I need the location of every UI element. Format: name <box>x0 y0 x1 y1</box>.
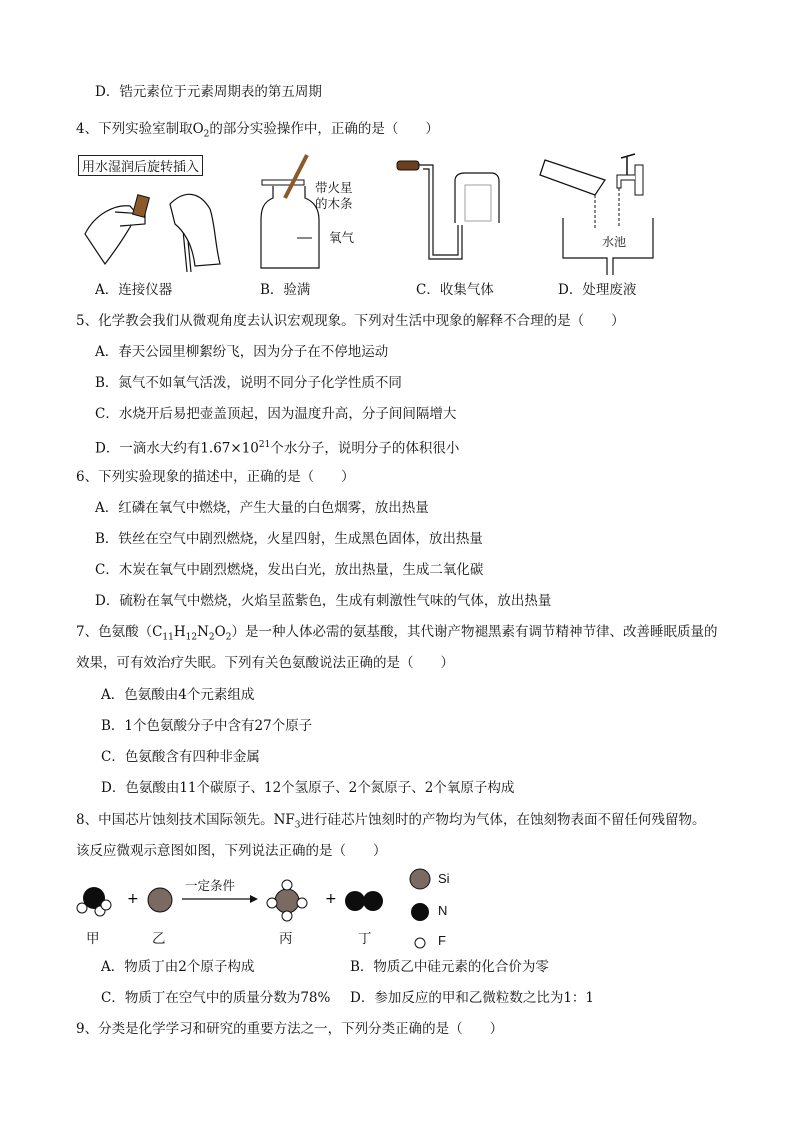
legend-f-swatch <box>410 933 430 953</box>
arrow-condition: 一定条件 <box>185 878 236 893</box>
q7-option-d: D．色氨酸由11个碳原子、12个氢原子、2个氮原子、2个氧原子构成 <box>101 780 515 796</box>
legend-n-swatch <box>411 903 429 921</box>
label-jia: 甲 <box>86 931 100 947</box>
q3-option-d: D．锆元素位于元素周期表的第五周期 <box>95 84 322 100</box>
inverted-bottle-icon <box>393 155 503 270</box>
fig-d-note: 水池 <box>602 235 627 249</box>
q8-option-d: D．参加反应的甲和乙微粒数之比为1：1 <box>350 990 595 1006</box>
fig-b-note3: 氧气 <box>329 230 355 245</box>
molecule-ding <box>345 891 383 911</box>
q5-option-c: C．水烧开后易把壶盖顶起，因为温度升高，分子间间隔增大 <box>95 406 457 422</box>
q4-option-c: C．收集气体 <box>416 282 494 298</box>
q7-option-a: A．色氨酸由4个元素组成 <box>101 687 255 703</box>
q6-option-c: C．木炭在氧气中剧烈燃烧，发出白光，放出热量，生成二氧化碳 <box>95 562 484 578</box>
q9-stem: 9、分类是化学学习和研究的重要方法之一，下列分类正确的是（ ） <box>76 1021 504 1037</box>
q7-stem-line2: 效果，可有效治疗失眠。下列有关色氨酸说法正确的是（ ） <box>76 655 454 671</box>
q6-option-d: D．硫粉在氧气中燃烧，火焰呈蓝紫色，生成有刺激性气味的气体，放出热量 <box>95 593 552 609</box>
q8-stem-line1: 8、中国芯片蚀刻技术国际领先。$NF_3$进行硅芯片蚀刻时的产物均为气体，在蚀刻物表面不留任何残留物。 <box>76 812 706 831</box>
molecule-jia <box>77 887 111 916</box>
label-bing: 丙 <box>279 931 293 947</box>
q4-option-d: D．处理废液 <box>558 282 637 298</box>
plus-2: + <box>325 891 337 907</box>
molecule-bing <box>267 880 307 921</box>
q7-option-b: B．1个色氨酸分子中含有27个原子 <box>101 718 313 734</box>
label-yi: 乙 <box>152 931 166 947</box>
fig-b-note1: 带火星 <box>315 180 353 195</box>
fig-a-caption: 用水湿润后旋转插入 <box>78 155 203 176</box>
legend-si-swatch <box>410 869 430 889</box>
q6-option-b: B．铁丝在空气中剧烈燃烧，火星四射，生成黑色固体，放出热量 <box>95 531 483 547</box>
fig-b-note2: 的木条 <box>315 196 353 211</box>
legend-f: F <box>438 933 446 948</box>
q7-option-c: C．色氨酸含有四种非金属 <box>101 749 260 765</box>
q8-option-c: C．物质丁在空气中的质量分数为78% <box>101 990 331 1006</box>
q4-option-a: A．连接仪器 <box>95 282 173 298</box>
legend-n: N <box>438 903 448 918</box>
q5-stem: 5、化学教会我们从微观角度去认识宏观现象。下列对生活中现象的解释不合理的是（ ） <box>76 313 625 329</box>
faucet-icon <box>535 150 655 275</box>
q5-option-a: A．春天公园里柳絮纷飞，因为分子在不停地运动 <box>95 344 389 360</box>
reaction-molecules <box>72 865 472 935</box>
q4-stem: 4、下列实验室制取$O_2$的部分实验操作中，正确的是（ ） <box>76 121 439 140</box>
q6-stem: 6、下列实验现象的描述中，正确的是（ ） <box>76 469 355 485</box>
q6-option-a: A．红磷在氧气中燃烧，产生大量的白色烟雾，放出热量 <box>95 500 429 516</box>
plus-1: + <box>127 891 139 907</box>
q5-option-d: D．一滴水大约有$1.67\times 10^{21}$个水分子，说明分子的体积很小 <box>95 440 460 457</box>
label-ding: 丁 <box>358 931 372 947</box>
gas-bottle-icon <box>257 150 367 275</box>
q8-stem-line2: 该反应微观示意图如图，下列说法正确的是（ ） <box>76 843 387 859</box>
q4-option-b: B．验满 <box>260 282 311 298</box>
molecule-yi <box>148 888 172 912</box>
q7-stem-line1: 7、色氨酸$(C_{11}H_{12}N_2O_2)$是一种人体必需的氨基酸，其代谢产物褪黑素有调节精神节律、改善睡眠质量的 <box>76 624 718 643</box>
legend-si: Si <box>438 871 450 886</box>
reaction-diagram <box>72 865 472 955</box>
q4-figures <box>75 150 645 275</box>
q8-option-a: A．物质丁由2个原子构成 <box>101 959 255 975</box>
q8-option-b: B．物质乙中硅元素的化合价为零 <box>350 959 549 975</box>
hand-icon <box>75 174 225 274</box>
q5-option-b: B．氮气不如氧气活泼，说明不同分子化学性质不同 <box>95 375 402 391</box>
